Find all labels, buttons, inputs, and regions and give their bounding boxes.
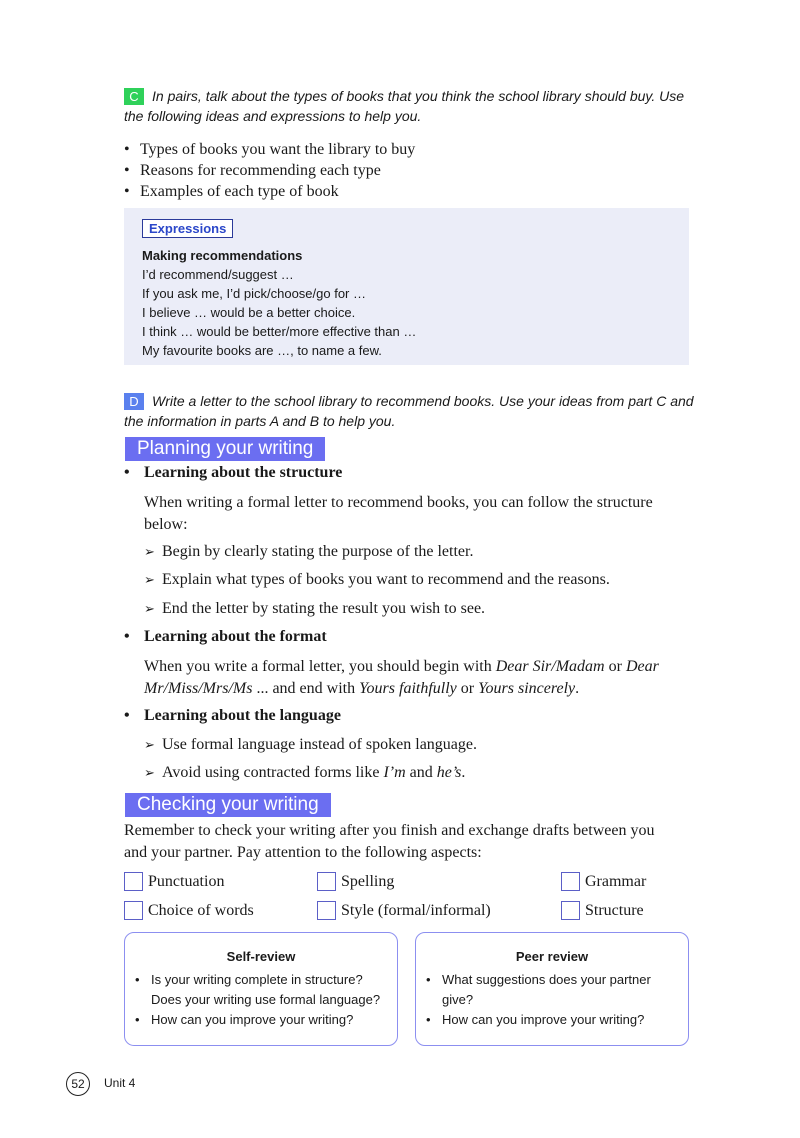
list-item: • Is your writing complete in structure? Does your writing use formal language?: [151, 970, 387, 1010]
task-c-label: C: [124, 88, 144, 105]
list-item: • What suggestions does your partner give?: [442, 970, 668, 1010]
list-item: • How can you improve your writing?: [442, 1010, 668, 1030]
peer-review-title: Peer review: [515, 949, 589, 964]
expressions-heading: Making recommendations: [142, 248, 303, 263]
task-d-text-line2: the information in parts A and B to help you.: [124, 413, 396, 429]
self-review-list: [125, 970, 397, 1030]
peer-review-list: [416, 970, 688, 1030]
peer-review-box: [415, 932, 689, 1046]
task-d-label: D: [124, 393, 144, 410]
checklist-item-spelling[interactable]: Spelling: [317, 872, 394, 891]
checkbox[interactable]: [317, 872, 336, 891]
list-item: • Types of books you want the library to buy: [124, 139, 684, 160]
planning-section-title: Planning your writing: [125, 437, 325, 461]
arrow-icon: ➢: [144, 738, 155, 753]
expression-line: I’d recommend/suggest …: [142, 267, 294, 282]
checklist-item-grammar[interactable]: Grammar: [561, 872, 646, 891]
list-item: • Examples of each type of book: [124, 181, 684, 202]
task-c-text-line1: In pairs, talk about the types of books that you think the school library should buy. Use: [152, 88, 685, 104]
language-heading: • Learning about the language: [124, 707, 341, 724]
unit-label: Unit 4: [104, 1076, 136, 1090]
arrow-icon: ➢: [144, 766, 155, 781]
task-d-instruction: [124, 391, 704, 431]
list-item: • Reasons for recommending each type: [124, 160, 684, 181]
structure-step-3: ➢ End the letter by stating the result you wish to see.: [144, 600, 486, 617]
checklist-item-choice-of-words[interactable]: Choice of words: [124, 901, 254, 920]
arrow-icon: ➢: [144, 573, 155, 588]
arrow-icon: ➢: [144, 545, 155, 560]
task-c-text-line2: the following ideas and expressions to help you.: [124, 108, 422, 124]
language-point-1: ➢ Use formal language instead of spoken language.: [144, 736, 478, 753]
structure-description: When writing a formal letter to recommend books, you can follow the structure below:: [144, 494, 653, 533]
structure-step-1: ➢ Begin by clearly stating the purpose of the letter.: [144, 543, 474, 560]
format-heading: • Learning about the format: [124, 628, 327, 645]
checkbox[interactable]: [317, 901, 336, 920]
checklist-item-punctuation[interactable]: Punctuation: [124, 872, 224, 891]
checking-section-title: Checking your writing: [125, 793, 331, 817]
checklist-item-style[interactable]: Style (formal/informal): [317, 901, 491, 920]
page-number: 52: [66, 1072, 90, 1096]
language-point-2: ➢ Avoid using contracted forms like I’m and he’s.: [144, 764, 466, 781]
checkbox[interactable]: [561, 872, 580, 891]
checklist-item-structure[interactable]: Structure: [561, 901, 644, 920]
self-review-box: [124, 932, 398, 1046]
task-c-bullet-list: [124, 139, 684, 202]
arrow-icon: ➢: [144, 602, 155, 617]
expression-line: If you ask me, I’d pick/choose/go for …: [142, 286, 366, 301]
expressions-box: [124, 208, 689, 365]
structure-heading: • Learning about the structure: [124, 464, 343, 481]
expression-line: I believe … would be a better choice.: [142, 305, 356, 320]
expressions-content: [142, 246, 672, 360]
checkbox[interactable]: [124, 872, 143, 891]
expression-line: My favourite books are …, to name a few.: [142, 343, 382, 358]
self-review-title: Self-review: [226, 949, 296, 964]
expressions-tag: Expressions: [142, 219, 233, 238]
structure-step-2: ➢ Explain what types of books you want to recommend and the reasons.: [144, 571, 610, 588]
format-description: When you write a formal letter, you should begin with Dear Sir/Madam or Dear Mr/Miss/Mrs/Ms ... and end with Yours faithfully or Yours sincerely.: [144, 658, 659, 697]
task-c-instruction: [124, 86, 704, 126]
checking-description: Remember to check your writing after you finish and exchange drafts between you and your partner. Pay attention to the following aspects:: [124, 822, 655, 861]
checkbox[interactable]: [124, 901, 143, 920]
expression-line: I think … would be better/more effective than …: [142, 324, 417, 339]
list-item: • How can you improve your writing?: [151, 1010, 387, 1030]
checkbox[interactable]: [561, 901, 580, 920]
task-d-text-line1: Write a letter to the school library to recommend books. Use your ideas from part C and: [152, 393, 694, 409]
